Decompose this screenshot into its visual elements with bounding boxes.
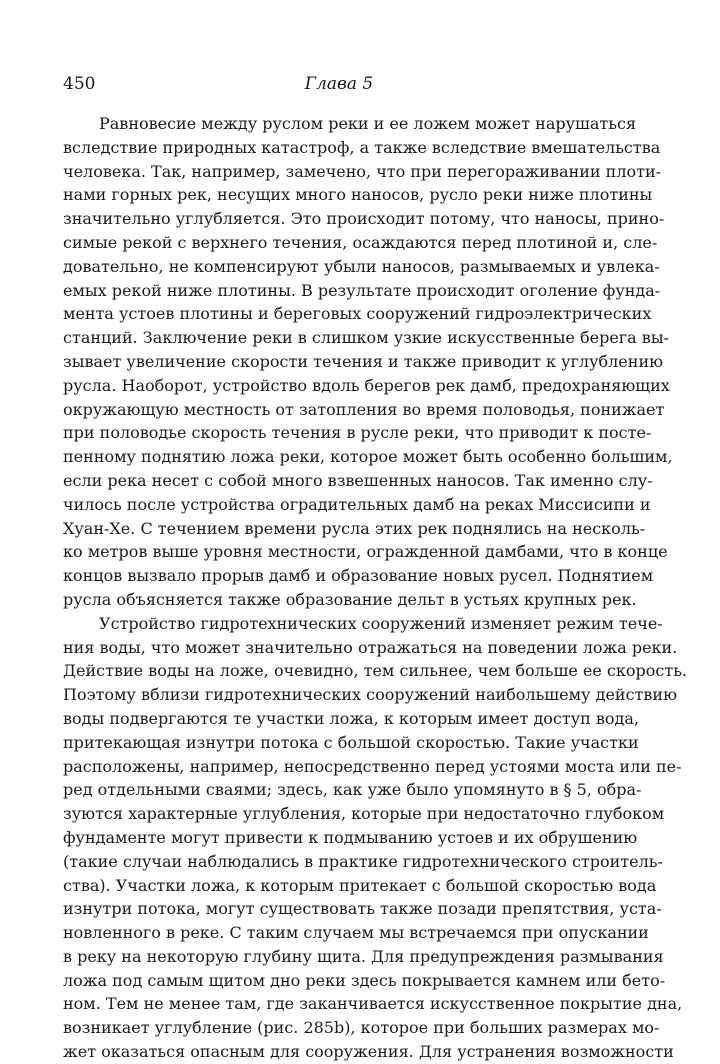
text-line: если река несет с собой много взвешенных наносов. Так именно слу- bbox=[63, 470, 653, 490]
text-line: ства). Участки ложа, к которым притекает с большой скоростью вода bbox=[63, 875, 657, 895]
text-line: ния воды, что может значительно отражаться на поведении ложа реки. bbox=[63, 637, 678, 657]
text-line: фундаменте могут привести к подмыванию устоев и их обрушению bbox=[63, 827, 638, 847]
text-line: довательно, не компенсируют убыли наносов, размываемых и увлека- bbox=[63, 256, 660, 276]
text-line: вследствие природных катастроф, а также вследствие вмешательства bbox=[63, 137, 661, 157]
text-line: ред отдельными сваями; здесь, как уже было упомянуто в § 5, обра- bbox=[63, 780, 642, 800]
text-line: русла объясняется также образование дельт в устьях крупных рек. bbox=[63, 589, 637, 609]
page-header bbox=[63, 74, 615, 98]
text-line: значительно углубляется. Это происходит потому, что наносы, прино- bbox=[63, 209, 665, 229]
body-text bbox=[63, 112, 687, 1064]
text-line: симые рекой с верхнего течения, осаждаются перед плотиной и, сле- bbox=[63, 232, 658, 252]
text-line: возникает углубление (рис. 285b), которое при больших размерах мо- bbox=[63, 1018, 660, 1038]
text-line: концов вызвало прорыв дамб и образование новых русел. Поднятием bbox=[63, 566, 654, 586]
text-line: Поэтому вблизи гидротехнических сооружений наибольшему действию bbox=[63, 685, 677, 705]
paragraph bbox=[63, 612, 687, 1064]
text-line: зывает увеличение скорости течения и также приводит к углублению bbox=[63, 351, 664, 371]
text-line: Равновесие между руслом реки и ее ложем может нарушаться bbox=[99, 114, 637, 133]
text-line: Действие воды на ложе, очевидно, тем сильнее, чем больше ее скорость. bbox=[63, 661, 687, 681]
text-line: новленного в реке. С таким случаем мы встречаемся при опускании bbox=[63, 923, 649, 943]
text-line: расположены, например, непосредственно перед устоями моста или пе- bbox=[63, 756, 682, 776]
text-line: пенному поднятию ложа реки, которое может быть особенно большим, bbox=[63, 447, 673, 467]
paragraph bbox=[63, 112, 673, 612]
text-line: станций. Заключение реки в слишком узкие искусственные берега вы- bbox=[63, 328, 669, 348]
text-line: емых рекой ниже плотины. В результате происходит оголение фунда- bbox=[63, 280, 661, 300]
text-line: мента устоев плотины и береговых сооружений гидроэлектрических bbox=[63, 304, 652, 324]
text-line: притекающая изнутри потока с большой скоростью. Такие участки bbox=[63, 732, 639, 752]
text-line: воды подвергаются те участки ложа, к которым имеет доступ вода, bbox=[63, 708, 640, 728]
page-number: 450 bbox=[63, 74, 96, 94]
text-line: жет оказаться опасным для сооружения. Для устранения возможности bbox=[63, 1042, 674, 1062]
text-line: человека. Так, например, замечено, что при перегораживании плоти- bbox=[63, 161, 662, 181]
text-line: ко метров выше уровня местности, огражденной дамбами, что в конце bbox=[63, 542, 668, 562]
text-line: (такие случаи наблюдались в практике гидротехнического строитель- bbox=[63, 851, 663, 871]
text-line: Устройство гидротехнических сооружений изменяет режим тече- bbox=[99, 613, 663, 633]
text-line: в реку на некоторую глубину щита. Для предупреждения размывания bbox=[63, 946, 664, 966]
text-line: изнутри потока, могут существовать также позади препятствия, уста- bbox=[63, 899, 662, 919]
text-line: зуются характерные углубления, которые при недостаточно глубоком bbox=[63, 804, 665, 824]
text-line: Хуан-Хе. С течением времени русла этих рек поднялись на несколь- bbox=[63, 518, 646, 538]
text-line: нами горных рек, несущих много наносов, русло реки ниже плотины bbox=[63, 185, 653, 205]
text-line: окружающую местность от затопления во время половодья, понижает bbox=[63, 399, 665, 419]
text-line: ном. Тем не менее там, где заканчивается искусственное покрытие дна, bbox=[63, 994, 683, 1014]
chapter-title: Глава 5 bbox=[304, 74, 374, 94]
text-line: русла. Наоборот, устройство вдоль берегов рек дамб, предохраняющих bbox=[63, 375, 670, 395]
text-line: чилось после устройства оградительных дамб на реках Миссисипи и bbox=[63, 494, 651, 514]
text-line: ложа под самым щитом дно реки здесь покрывается камнем или бето- bbox=[63, 970, 666, 990]
text-line: при половодье скорость течения в русле реки, что приводит к посте- bbox=[63, 423, 652, 443]
